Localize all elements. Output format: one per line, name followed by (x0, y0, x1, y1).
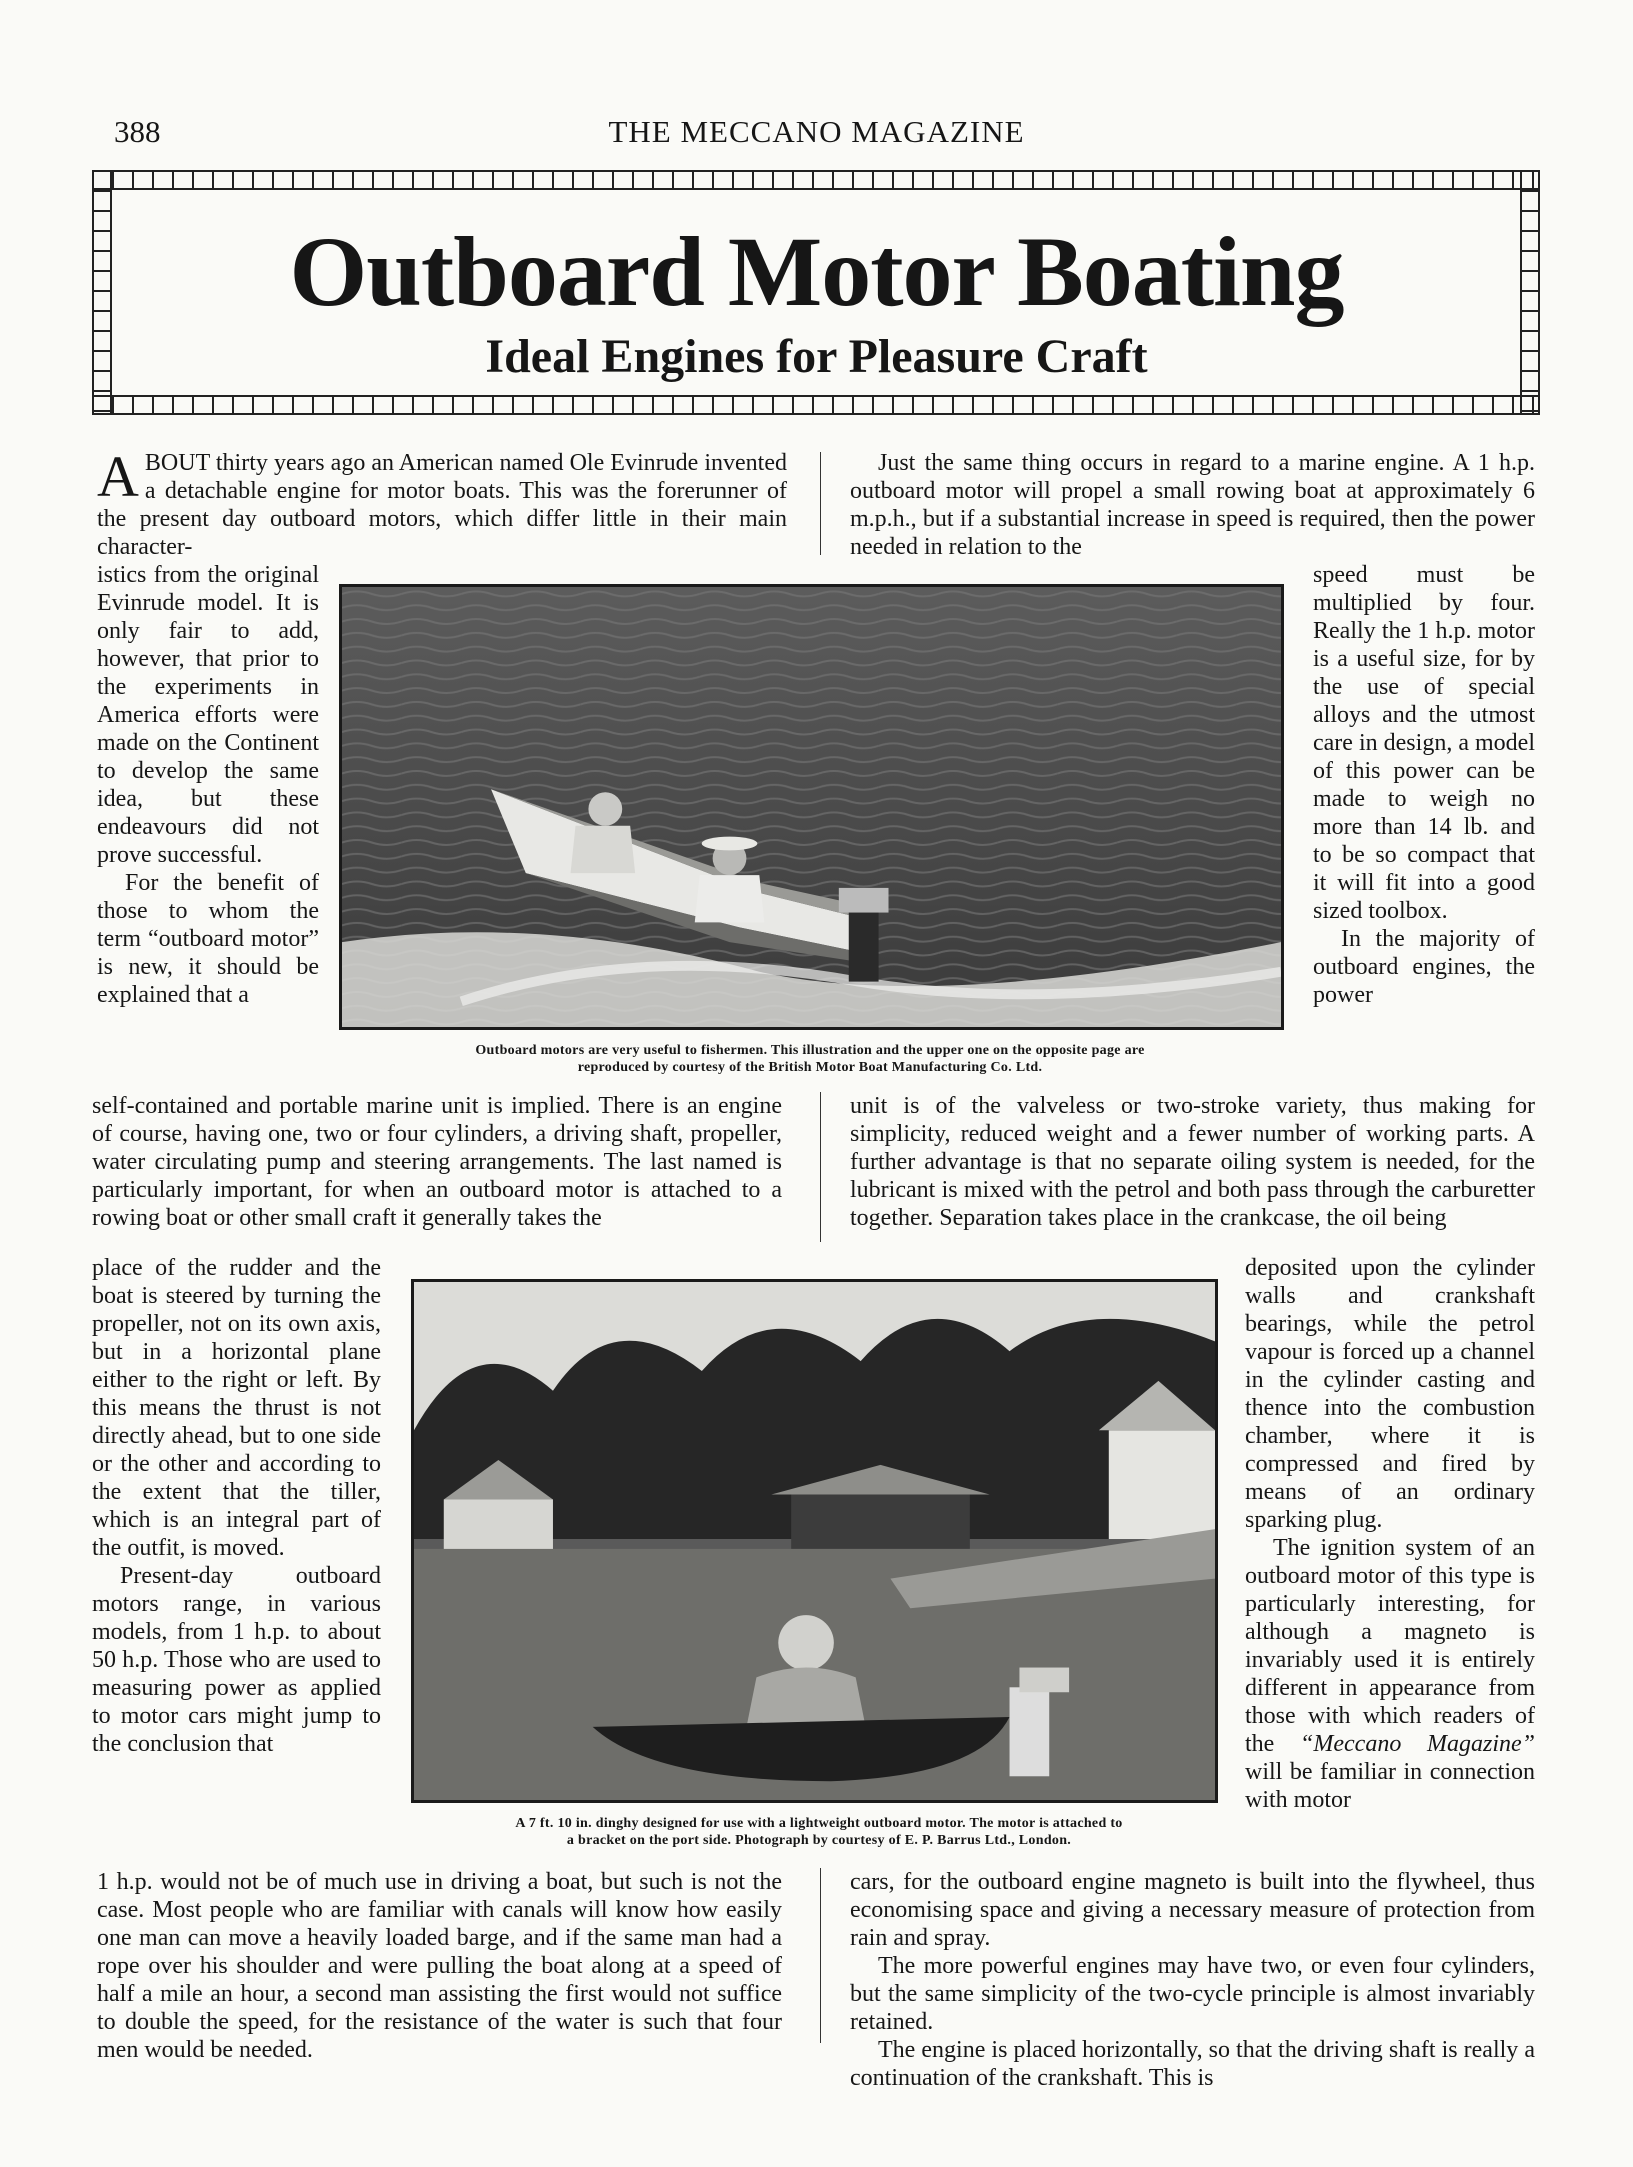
article-subtitle: Ideal Engines for Pleasure Craft (485, 330, 1148, 383)
text-r6-italic: “Meccano Magazine” (1300, 1731, 1535, 1757)
paragraph-intro (97, 444, 787, 561)
text-r6a: The ignition system of an outboard motor of this type is particularly interesting, for although a magneto is invariably used it is entirely different in appearance from those with which readers of the (1245, 1535, 1535, 1757)
text-r9: The engine is placed horizontally, so that the driving shaft is really a continuation of the crankshaft. This is (850, 2037, 1535, 2091)
text-r7: cars, for the outboard engine magneto is built into the flywheel, thus economising space and giving a necessary measure of protection from rain and spray. (850, 1869, 1535, 1951)
text-r6 (1245, 1534, 1535, 1814)
text-r1: Just the same thing occurs in regard to a marine engine. A 1 h.p. outboard motor will propel a small rowing boat at approximately 6 m.p.h., but if a substantial increase in speed is required, then the power needed in relation to the (850, 450, 1535, 560)
text-b7: 1 h.p. would not be of much use in driving a boat, but such is not the case. Most people who are familiar with canals will know how easily one man can move a heavily loaded barge, and if the same man had a rope over his shoulder and were pulling the boat along at a speed of half a mile an hour, a second man assisting the first would not suffice to double the speed, for the resistance of the water is such that four men would be needed. (97, 1869, 782, 2063)
text-r2: speed must be multiplied by four. Really the 1 h.p. motor is a useful size, for by the use of special alloys and the utmost care in design, a model of this power can be made to weigh no more than 14 lb. and to be so compact that it will fit into a good sized toolbox. (1313, 562, 1535, 924)
paragraph-right-narrow (1313, 561, 1535, 1009)
column-rule (820, 1868, 821, 2043)
caption-2-line-2: a bracket on the port side. Photograph by courtesy of E. P. Barrus Ltd., London. (566, 1833, 1072, 1848)
article-title: Outboard Motor Boating (289, 216, 1344, 327)
paragraph-left-mid (92, 1254, 381, 1758)
column-rule (820, 452, 821, 555)
paragraph-left-wide (92, 1092, 782, 1232)
text-b4: self-contained and portable marine unit is implied. There is an engine of course, having one, two or four cylinders, a driving shaft, propeller, water circulating pump and steering arrangements. The last named is particularly important, for when an outboard motor is attached to a rowing boat or other small craft it generally takes the (92, 1093, 782, 1231)
page-number: 388 (114, 114, 161, 149)
caption-1-line-1: Outboard motors are very useful to fishermen. This illustration and the upper one on the opposite page are (475, 1043, 1145, 1058)
caption-photo-1 (320, 1042, 1300, 1076)
caption-2-line-1: A 7 ft. 10 in. dinghy designed for use with a lightweight outboard motor. The motor is attached to (515, 1816, 1123, 1831)
paragraph-right-mid (1245, 1254, 1535, 1814)
paragraph-left-bottom (97, 1868, 782, 2064)
text-r8: The more powerful engines may have two, or even four cylinders, but the same simplicity of the two-cycle principle is almost invariably retained. (850, 1953, 1535, 2035)
text-b6: Present-day outboard motors range, in various models, from 1 h.p. to about 50 h.p. Those who are used to measuring power as applied to motor cars might jump to the conclusion that (92, 1563, 381, 1757)
paragraph-left-narrow (97, 561, 319, 1009)
paragraph-right-top (850, 449, 1535, 561)
dinghy-image (414, 1282, 1215, 1800)
text-b3: For the benefit of those to whom the term “outboard motor” is new, it should be explained that a (97, 870, 319, 1008)
paragraph-right-bottom (850, 1868, 1535, 2092)
caption-photo-2 (404, 1815, 1234, 1849)
text-r5: deposited upon the cylinder walls and crankshaft bearings, while the petrol vapour is forced up a channel in the cylinder casting and thence into the combustion chamber, where it is compressed and fired by means of an ordinary sparking plug. (1245, 1255, 1535, 1533)
photo-motor-boat (339, 584, 1284, 1030)
text-r6b: will be familiar in connection with motor (1245, 1759, 1535, 1813)
intro-text: BOUT thirty years ago an American named Ole Evinrude invented a detachable engine for motor boats. This was the forerunner of the present day outboard motors, which differ little in their main character- (97, 450, 787, 560)
motor-boat-image (342, 587, 1281, 1027)
photo-dinghy (411, 1279, 1218, 1803)
text-r3: In the majority of outboard engines, the power (1313, 926, 1535, 1008)
text-r4: unit is of the valveless or two-stroke variety, thus making for simplicity, reduced weight and a fewer number of working parts. A further advantage is that no separate oiling system is needed, for the lubricant is mixed with the petrol and both pass through the carburetter together. Separation takes place in the crankcase, the oil being (850, 1093, 1535, 1231)
text-b5: place of the rudder and the boat is steered by turning the propeller, not on its own axis, but in a horizontal plane either to the right or left. By this means the thrust is not directly ahead, but to one side or the other and according to the extent that the tiller, which is an integral part of the outfit, is moved. (92, 1255, 381, 1561)
column-rule (820, 1092, 821, 1242)
drop-cap: A (97, 444, 139, 509)
magazine-title: THE MECCANO MAGAZINE (608, 114, 1025, 149)
text-b2: istics from the original Evinrude model. It is only fair to add, however, that prior to the experiments in America efforts were made on the Continent to develop the same idea, but these endeavours did not prove successful. (97, 562, 319, 868)
paragraph-right-wide (850, 1092, 1535, 1232)
frame-bottom-border (92, 395, 1540, 415)
frame-top-border (92, 170, 1540, 190)
caption-1-line-2: reproduced by courtesy of the British Motor Boat Manufacturing Co. Ltd. (577, 1060, 1043, 1075)
